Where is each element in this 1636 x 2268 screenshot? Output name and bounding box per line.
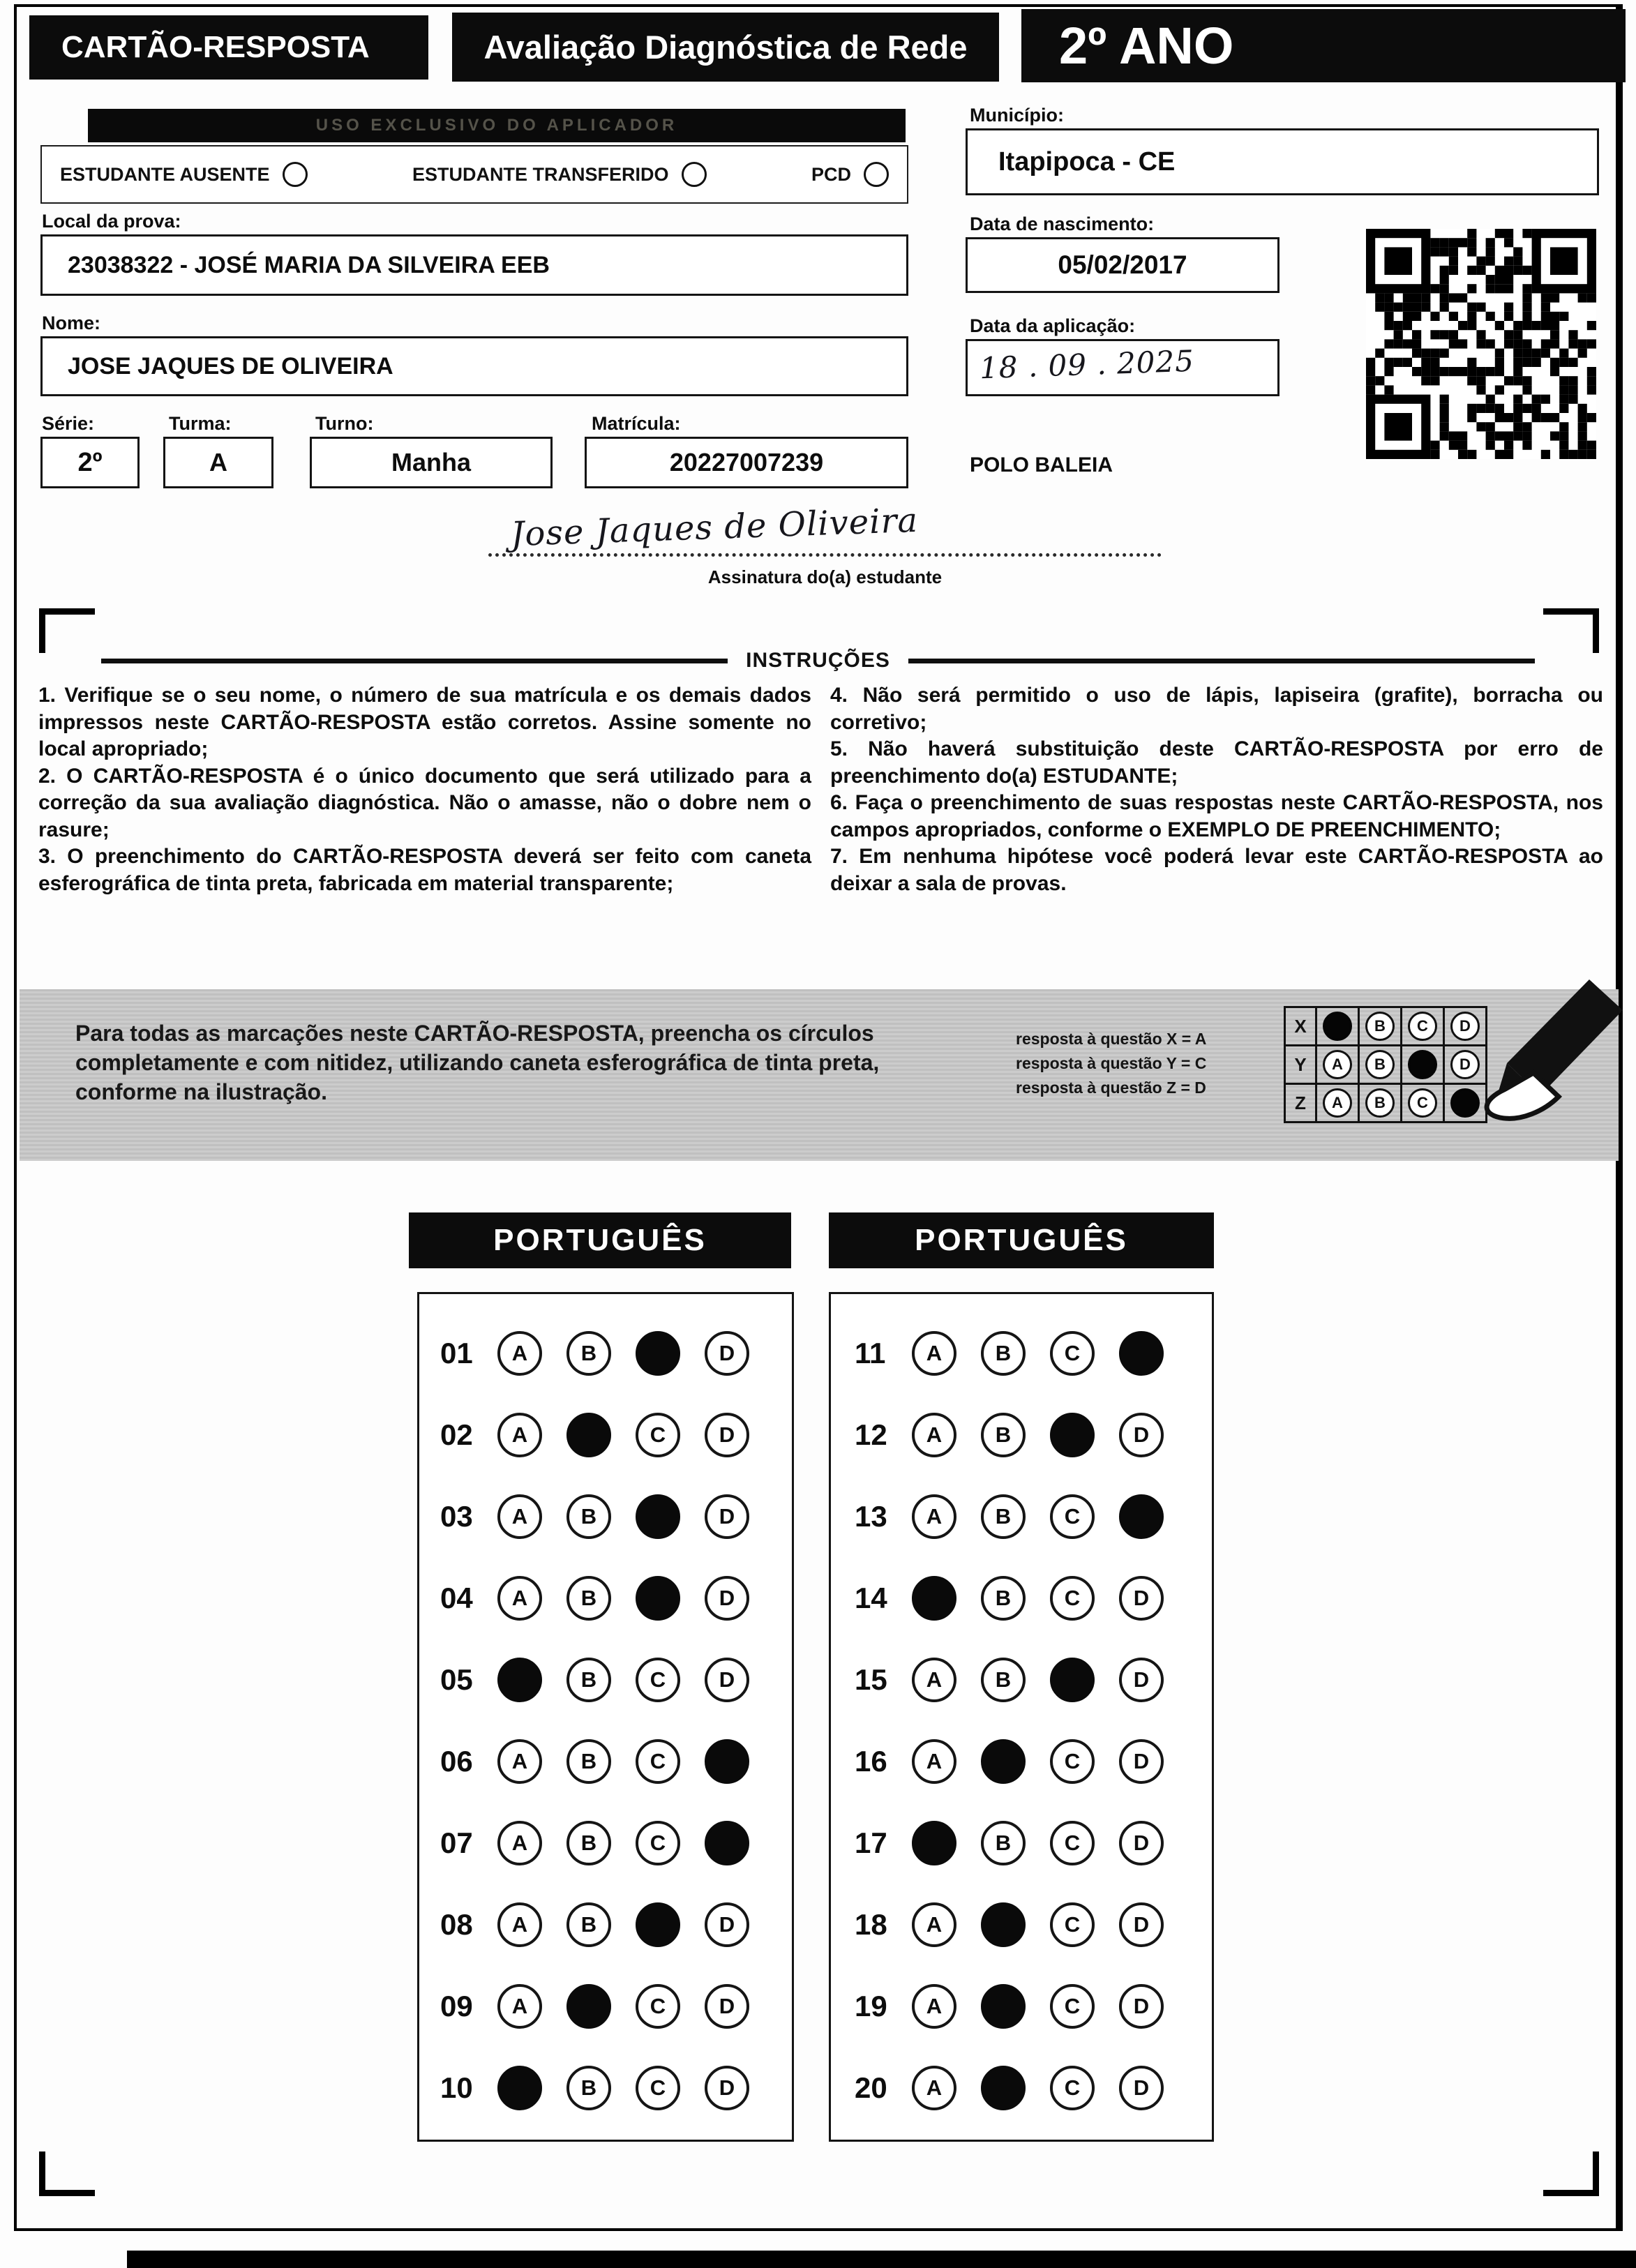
answer-row: [440, 2047, 792, 2128]
example-cell: [1358, 1083, 1402, 1123]
answer-row: [440, 1312, 792, 1394]
example-bubble: D: [1450, 1050, 1480, 1079]
matricula-value: 20227007239: [669, 448, 824, 476]
answer-bubble-marked[interactable]: [981, 1902, 1026, 1947]
pcd-label: PCD: [811, 163, 851, 185]
answer-row: [440, 1475, 792, 1557]
question-number: 11: [855, 1336, 886, 1369]
estudante-ausente-option: [60, 162, 308, 187]
question-number: 10: [440, 2071, 473, 2104]
answer-bubble[interactable]: D: [705, 1331, 749, 1376]
answer-bubble[interactable]: A: [497, 1413, 542, 1457]
answer-row: [440, 1720, 792, 1802]
local-value-box: [40, 234, 908, 296]
question-number: 19: [855, 1989, 887, 2022]
subject-header-right: PORTUGUÊS: [829, 1212, 1214, 1268]
question-number: 03: [440, 1499, 473, 1533]
question-number: 15: [855, 1662, 887, 1696]
question-number: 06: [440, 1744, 473, 1778]
answer-bubble[interactable]: D: [1119, 1413, 1164, 1457]
fill-instructions-text: Para todas as marcações neste CARTÃO-RESPOSTA, preencha os círculos completamente e com nitidez, utilizando caneta esferográfica de tinta preta, conforme na ilustração.: [75, 1021, 880, 1104]
answer-bubble[interactable]: C: [1050, 1984, 1095, 2029]
answer-row: [440, 1802, 792, 1884]
answer-bubble[interactable]: C: [636, 1821, 680, 1865]
estudante-transferido-circle[interactable]: [682, 162, 707, 187]
answer-bubble[interactable]: B: [566, 1658, 611, 1702]
corner-mark-bottom-right: [1543, 2151, 1599, 2196]
answer-bubble[interactable]: C: [636, 2066, 680, 2110]
example-bubble-marked: [1408, 1050, 1437, 1079]
example-cell: [1315, 1006, 1360, 1046]
question-number: 18: [855, 1907, 887, 1941]
turno-value: Manha: [391, 448, 471, 476]
instructions-header: [101, 649, 1535, 673]
example-legend: [1016, 1027, 1206, 1100]
answer-bubble[interactable]: C: [1050, 1821, 1095, 1865]
instruction-item: 2. O CARTÃO-RESPOSTA é o único documento que será utilizado para a correção da sua avaliação diagnóstica. Não o amasse, não o dobre nem o rasure;: [38, 764, 811, 841]
answer-row: [855, 1557, 1212, 1639]
answer-row: [855, 1965, 1212, 2047]
bottom-edge-bar: [127, 2251, 1636, 2268]
answer-bubble-marked[interactable]: [566, 1984, 611, 2029]
answer-bubble-marked[interactable]: [497, 2066, 542, 2110]
answer-bubble[interactable]: B: [981, 1658, 1026, 1702]
answer-bubble[interactable]: A: [912, 1658, 956, 1702]
answer-bubble[interactable]: C: [1050, 1902, 1095, 1947]
nome-value-box: [40, 336, 908, 396]
example-row-label: X: [1284, 1006, 1317, 1046]
answer-bubble[interactable]: B: [981, 1821, 1026, 1865]
hand-pen-illustration: [1458, 978, 1633, 1125]
example-grid: [1284, 1006, 1485, 1123]
example-bubble: A: [1323, 1050, 1352, 1079]
example-bubble: C: [1408, 1012, 1437, 1041]
answer-bubble[interactable]: A: [912, 1331, 956, 1376]
turma-value: A: [209, 448, 227, 476]
turma-label: Turma:: [169, 413, 232, 434]
answer-bubble-marked[interactable]: [705, 1821, 749, 1865]
answer-bubble-marked[interactable]: [497, 1658, 542, 1702]
example-cell: [1400, 1044, 1445, 1085]
example-grid-row: [1284, 1044, 1485, 1085]
estudante-transferido-option: [412, 162, 707, 187]
grade-badge: 2º ANO: [1021, 9, 1626, 82]
serie-value: 2º: [77, 447, 103, 477]
answer-bubble[interactable]: C: [636, 1413, 680, 1457]
answer-bubble[interactable]: D: [705, 2066, 749, 2110]
answer-row: [855, 1720, 1212, 1802]
answer-bubble[interactable]: B: [981, 1331, 1026, 1376]
nascimento-value-box: [966, 237, 1279, 293]
answers-column-left: [417, 1292, 794, 2142]
admin-use-bar: [88, 109, 906, 142]
answer-bubble[interactable]: D: [1119, 2066, 1164, 2110]
answer-bubble[interactable]: A: [497, 1739, 542, 1784]
example-bubble: D: [1450, 1012, 1480, 1041]
answer-bubble-marked[interactable]: [705, 1739, 749, 1784]
example-cell: [1315, 1044, 1360, 1085]
answer-bubble[interactable]: A: [497, 1902, 542, 1947]
answer-bubble[interactable]: B: [566, 1902, 611, 1947]
question-number: 05: [440, 1662, 473, 1696]
answer-bubble[interactable]: A: [912, 1902, 956, 1947]
answer-row: [440, 1884, 792, 1965]
corner-mark-top-right: [1543, 608, 1599, 653]
answer-bubble-marked[interactable]: [636, 1902, 680, 1947]
answer-row: [855, 1312, 1212, 1394]
municipio-value: Itapipoca - CE: [998, 147, 1176, 177]
question-number: 02: [440, 1418, 473, 1451]
aplicacao-handwritten-date: 18 . 09 . 2025: [979, 343, 1195, 386]
example-bubble: B: [1365, 1050, 1395, 1079]
answer-bubble[interactable]: A: [912, 1984, 956, 2029]
matricula-label: Matrícula:: [592, 413, 681, 434]
example-grid-row: [1284, 1006, 1485, 1046]
answer-bubble[interactable]: C: [1050, 1331, 1095, 1376]
answer-bubble-marked[interactable]: [912, 1576, 956, 1621]
answer-row: [855, 1802, 1212, 1884]
corner-mark-bottom-left: [39, 2151, 95, 2196]
example-cell: [1358, 1044, 1402, 1085]
example-row-label: Z: [1284, 1083, 1317, 1123]
legend-line: resposta à questão Z = D: [1016, 1079, 1206, 1097]
question-number: 07: [440, 1826, 473, 1859]
instruction-item: 5. Não haverá substituição deste CARTÃO-RESPOSTA por erro de preenchimento do(a) ESTUDANTE;: [830, 737, 1603, 788]
instructions-title: INSTRUÇÕES: [746, 649, 890, 672]
answer-bubble-marked[interactable]: [981, 1739, 1026, 1784]
polo-label: POLO BALEIA: [970, 453, 1113, 476]
matricula-value-box: [585, 437, 908, 488]
answer-bubble[interactable]: D: [1119, 1739, 1164, 1784]
pcd-circle[interactable]: [864, 162, 889, 187]
estudante-ausente-label: ESTUDANTE AUSENTE: [60, 163, 270, 185]
admin-use-text: USO EXCLUSIVO DO APLICADOR: [315, 116, 678, 135]
answer-bubble[interactable]: B: [566, 1821, 611, 1865]
answer-bubble[interactable]: A: [912, 1413, 956, 1457]
answer-row: [855, 1394, 1212, 1475]
answer-bubble[interactable]: A: [912, 2066, 956, 2110]
nome-label: Nome:: [42, 313, 101, 333]
answer-bubble[interactable]: C: [636, 1984, 680, 2029]
answer-bubble[interactable]: C: [1050, 1576, 1095, 1621]
example-bubble: B: [1365, 1088, 1395, 1118]
answer-bubble-marked[interactable]: [566, 1413, 611, 1457]
answer-bubble-marked[interactable]: [981, 1984, 1026, 2029]
instructions-rule-left: [101, 659, 728, 663]
example-bubble: C: [1408, 1088, 1437, 1118]
question-number: 12: [855, 1418, 887, 1451]
serie-label: Série:: [42, 413, 95, 434]
answers-column-right: [829, 1292, 1214, 2142]
answer-bubble[interactable]: C: [1050, 1739, 1095, 1784]
answer-row: [440, 1557, 792, 1639]
answer-bubble[interactable]: B: [981, 1576, 1026, 1621]
example-cell: [1315, 1083, 1360, 1123]
signature-label: Assinatura do(a) estudante: [707, 566, 943, 587]
question-number: 17: [855, 1826, 887, 1859]
answer-bubble[interactable]: A: [497, 1984, 542, 2029]
example-cell: [1400, 1083, 1445, 1123]
fill-instructions-band: [20, 989, 1619, 1161]
answer-bubble[interactable]: B: [566, 1494, 611, 1539]
example-bubble: B: [1365, 1012, 1395, 1041]
exam-title: Avaliação Diagnóstica de Rede: [452, 13, 999, 82]
answer-bubble[interactable]: A: [497, 1821, 542, 1865]
answer-row: [855, 2047, 1212, 2128]
question-number: 04: [440, 1581, 473, 1614]
answer-bubble[interactable]: D: [705, 1984, 749, 2029]
answer-bubble-marked[interactable]: [981, 2066, 1026, 2110]
answer-row: [855, 1884, 1212, 1965]
status-row: [40, 145, 908, 204]
instructions-left-column: [38, 682, 811, 897]
signature-line[interactable]: [488, 519, 1162, 557]
instruction-item: 3. O preenchimento do CARTÃO-RESPOSTA deverá ser feito com caneta esferográfica de tinta preta, fabricada em material transparente;: [38, 845, 811, 895]
question-number: 09: [440, 1989, 473, 2022]
question-number: 14: [855, 1581, 887, 1614]
answer-bubble-marked[interactable]: [636, 1331, 680, 1376]
answer-bubble[interactable]: D: [705, 1576, 749, 1621]
answer-row: [440, 1965, 792, 2047]
answer-bubble[interactable]: B: [566, 1576, 611, 1621]
answer-bubble[interactable]: D: [705, 1413, 749, 1457]
answer-bubble[interactable]: D: [705, 1494, 749, 1539]
instruction-item: 1. Verifique se o seu nome, o número de sua matrícula e os demais dados impressos neste CARTÃO-RESPOSTA estão corretos. Assine somente no local apropriado;: [38, 684, 811, 760]
turno-label: Turno:: [315, 413, 374, 434]
example-row-label: Y: [1284, 1044, 1317, 1085]
answer-bubble[interactable]: D: [1119, 1658, 1164, 1702]
instruction-item: 6. Faça o preenchimento de suas respostas neste CARTÃO-RESPOSTA, nos campos apropriados, conforme o EXEMPLO DE PREENCHIMENTO;: [830, 791, 1603, 841]
answer-bubble[interactable]: A: [497, 1494, 542, 1539]
answer-bubble-marked[interactable]: [912, 1821, 956, 1865]
question-number: 16: [855, 1744, 887, 1778]
instructions-right-column: [830, 682, 1603, 897]
question-number: 13: [855, 1499, 887, 1533]
instruction-item: 7. Em nenhuma hipótese você poderá levar este CARTÃO-RESPOSTA ao deixar a sala de provas.: [830, 845, 1603, 895]
legend-line: resposta à questão X = A: [1016, 1030, 1207, 1048]
card-title: CARTÃO-RESPOSTA: [29, 15, 428, 80]
answer-bubble-marked[interactable]: [1050, 1413, 1095, 1457]
answer-row: [855, 1475, 1212, 1557]
example-bubble: A: [1323, 1088, 1352, 1118]
pcd-option: [811, 162, 889, 187]
answer-bubble-marked[interactable]: [636, 1576, 680, 1621]
answer-bubble[interactable]: B: [566, 2066, 611, 2110]
answer-row: [440, 1394, 792, 1475]
answer-bubble-marked[interactable]: [1050, 1658, 1095, 1702]
answer-bubble[interactable]: A: [497, 1331, 542, 1376]
qr-code: [1366, 229, 1596, 459]
answer-bubble-marked[interactable]: [636, 1494, 680, 1539]
question-number: 20: [855, 2071, 887, 2104]
answer-bubble[interactable]: A: [912, 1739, 956, 1784]
municipio-label: Município:: [970, 105, 1064, 126]
nascimento-value: 05/02/2017: [1058, 250, 1187, 279]
corner-mark-top-left: [39, 608, 95, 653]
answer-bubble[interactable]: D: [1119, 1576, 1164, 1621]
nome-value: JOSE JAQUES DE OLIVEIRA: [68, 352, 393, 380]
serie-value-box: [40, 437, 140, 488]
legend-line: resposta à questão Y = C: [1016, 1054, 1207, 1072]
local-label: Local da prova:: [42, 211, 181, 232]
answer-bubble[interactable]: D: [1119, 1902, 1164, 1947]
instructions-rule-right: [908, 659, 1535, 663]
municipio-value-box: [966, 128, 1599, 195]
answer-bubble[interactable]: B: [566, 1739, 611, 1784]
answer-bubble[interactable]: D: [1119, 1984, 1164, 2029]
turma-value-box: [163, 437, 273, 488]
instruction-item: 4. Não será permitido o uso de lápis, lapiseira (grafite), borracha ou corretivo;: [830, 684, 1603, 734]
turno-value-box: [310, 437, 553, 488]
answer-bubble-marked[interactable]: [1119, 1331, 1164, 1376]
answer-bubble[interactable]: A: [497, 1576, 542, 1621]
answer-row: [855, 1639, 1212, 1720]
aplicacao-label: Data da aplicação:: [970, 315, 1136, 336]
estudante-transferido-label: ESTUDANTE TRANSFERIDO: [412, 163, 669, 185]
answer-row: [440, 1639, 792, 1720]
subject-header-left: PORTUGUÊS: [409, 1212, 791, 1268]
answer-bubble[interactable]: C: [636, 1739, 680, 1784]
answer-bubble[interactable]: C: [1050, 2066, 1095, 2110]
local-value: 23038322 - JOSÉ MARIA DA SILVEIRA EEB: [68, 251, 550, 278]
example-cell: [1400, 1006, 1445, 1046]
answer-bubble[interactable]: B: [981, 1494, 1026, 1539]
signature-handwriting: Jose Jaques de Oliveira: [510, 500, 919, 555]
example-bubble-marked: [1323, 1012, 1352, 1041]
question-number: 01: [440, 1336, 473, 1369]
answer-bubble[interactable]: C: [1050, 1494, 1095, 1539]
answer-bubble[interactable]: D: [1119, 1821, 1164, 1865]
answer-bubble[interactable]: B: [566, 1331, 611, 1376]
answer-bubble[interactable]: C: [636, 1658, 680, 1702]
answer-bubble[interactable]: D: [705, 1902, 749, 1947]
example-grid-row: [1284, 1083, 1485, 1123]
estudante-ausente-circle[interactable]: [283, 162, 308, 187]
question-number: 08: [440, 1907, 473, 1941]
answer-bubble[interactable]: A: [912, 1494, 956, 1539]
answer-bubble[interactable]: B: [981, 1413, 1026, 1457]
example-cell: [1358, 1006, 1402, 1046]
answer-bubble[interactable]: D: [705, 1658, 749, 1702]
answer-bubble-marked[interactable]: [1119, 1494, 1164, 1539]
nascimento-label: Data de nascimento:: [970, 213, 1155, 234]
